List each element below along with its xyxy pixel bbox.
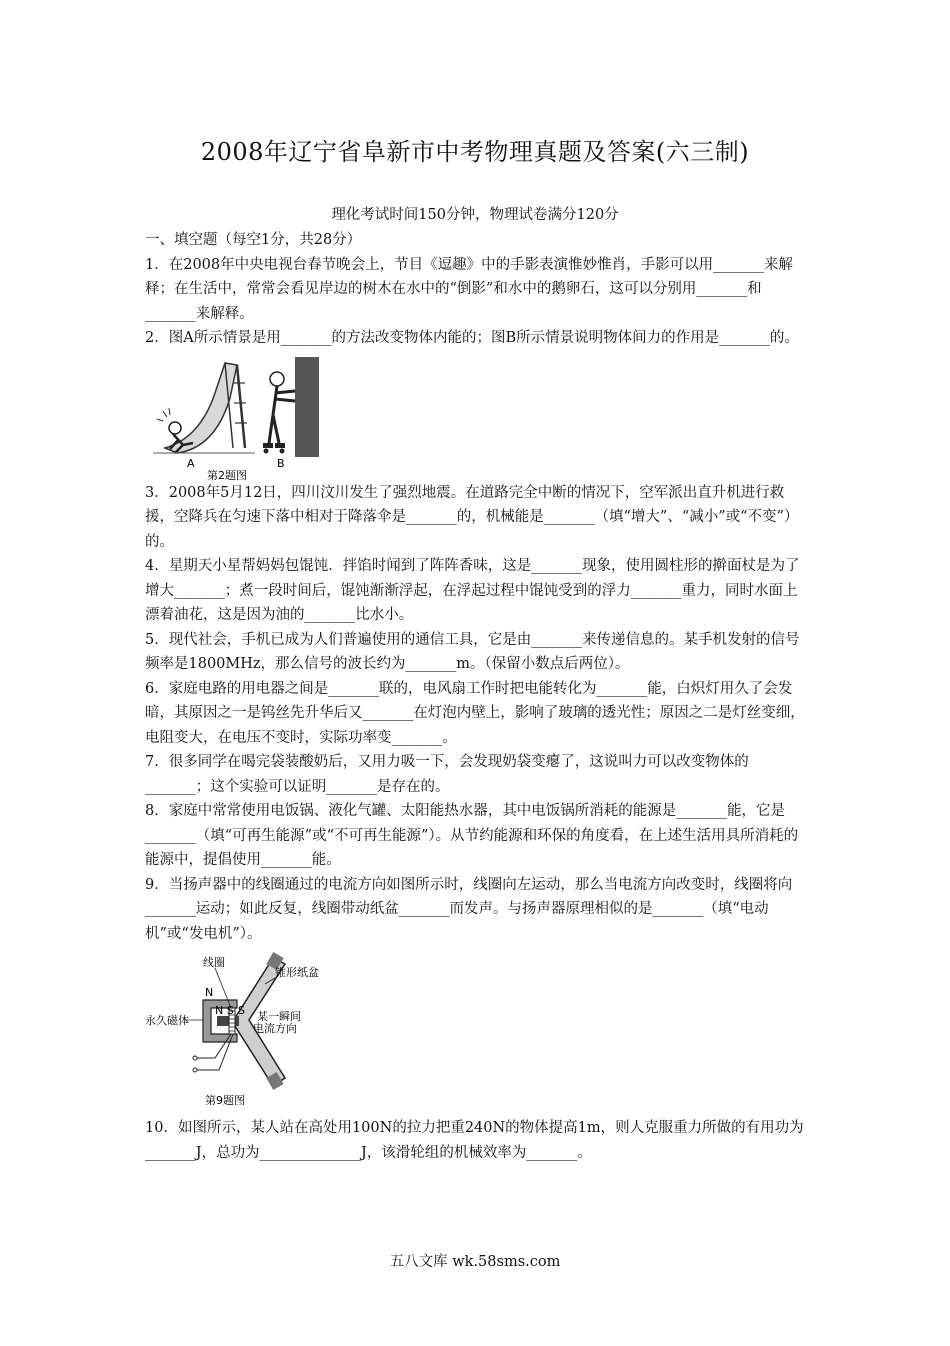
- question-10: 10．如图所示，某人站在高处用100N的拉力把重240N的物体提高1m，则人克服重力所做的有用功为_______J，总功为______________J，该滑轮组的机械效率为_______。: [145, 1120, 804, 1161]
- figure-a-label: A: [187, 456, 195, 470]
- loudspeaker-diagram: [145, 948, 335, 1108]
- page-footer: 五八文库 wk.58sms.com: [389, 1254, 561, 1270]
- question-1: 1．在2008年中央电视台春节晚会上，节目《逗趣》中的手影表演惟妙惟肖，手影可以用_______来解释；在生活中，常常会看见岸边的树木在水中的“倒影”和水中的鹅卵石，这可以分别用_______和_______来解释。: [145, 256, 793, 322]
- question-4: 4．星期天小星帮妈妈包馄饨．拌馅时闻到了阵阵香味，这是_______现象，使用圆柱形的擀面杖是为了增大_______；煮一段时间后，馄饨渐渐浮起，在浮起过程中馄饨受到的浮力_______重力，同时水面上漂着油花，这是因为油的_______比水小。: [145, 558, 800, 623]
- label-n: N: [205, 986, 214, 999]
- question-9: 9．当扬声器中的线圈通过的电流方向如图所示时，线圈向左运动，那么当电流方向改变时，线圈将向_______运动；如此反复，线圈带动纸盆_______而发声。与扬声器原理相似的是_______（填“电动机”或“发电机”）。: [145, 876, 793, 942]
- page-title: 2008年辽宁省阜新市中考物理真题及答案(六三制): [200, 138, 750, 166]
- slide-and-wall-illustration: [145, 353, 325, 481]
- question-7: 7．很多同学在喝完袋装酸奶后，又用力吸一下，会发现奶袋变瘪了，这说叫力可以改变物体的_______；这个实验可以证明_______是存在的。: [145, 754, 749, 795]
- slide-figure-a: [153, 363, 255, 453]
- exam-subtitle: 理化考试时间150分钟，物理试卷满分120分: [331, 207, 619, 223]
- wall-figure-b: [263, 357, 319, 457]
- figure-b-label: B: [277, 456, 285, 470]
- figure-9: [145, 948, 335, 1108]
- question-2: 2．图A所示情景是用_______的方法改变物体内能的；图B所示情景说明物体间力的作用是_______的。: [145, 330, 799, 346]
- question-6: 6．家庭电路的用电器之间是_______联的，电风扇工作时把电能转化为_______能，白炽灯用久了会发暗，其原因之一是钨丝先升华后又_______在灯泡内壁上，影响了玻璃的透光性；原因之二是灯丝变细，电阻变大，在电压不变时，实际功率变_______。: [145, 680, 805, 746]
- label-coil: 线圈: [203, 956, 225, 969]
- question-8: 8．家庭中常常使用电饭锅、液化气罐、太阳能热水器，其中电饭锅所消耗的能源是_______能，它是_______（填“可再生能源”或“不可再生能源”）。从节约能源和环保的角度看，在上述生活用具所消耗的能源中，提倡使用_______能。: [145, 803, 799, 868]
- question-5: 5．现代社会，手机已成为人们普遍使用的通信工具，它是由_______来传递信息的。某手机发射的信号频率是1800MHz，那么信号的波长约为_______m。（保留小数点后两位）。: [145, 631, 800, 672]
- label-current-1: 某一瞬间: [257, 1010, 301, 1023]
- figure-2: [145, 353, 325, 481]
- figure-9-caption: 第9题图: [205, 1094, 245, 1107]
- label-cone: 锥形纸盆: [275, 966, 319, 979]
- label-ns: N S: [215, 1004, 234, 1017]
- question-3: 3．2008年5月12日，四川汶川发生了强烈地震。在道路完全中断的情况下，空军派出直升机进行救援，空降兵在匀速下落中相对于降落伞是_______的，机械能是_______（填“增大”、“减小”或“不变”）的。: [145, 484, 799, 550]
- label-current-2: 电流方向: [253, 1022, 297, 1035]
- figure-2-caption: 第2题图: [207, 468, 247, 481]
- section-heading: 一、填空题（每空1分，共28分）: [145, 232, 362, 248]
- label-s: S: [238, 1004, 245, 1017]
- exam-content: [145, 228, 810, 1165]
- label-magnet: 永久磁体: [145, 1014, 189, 1027]
